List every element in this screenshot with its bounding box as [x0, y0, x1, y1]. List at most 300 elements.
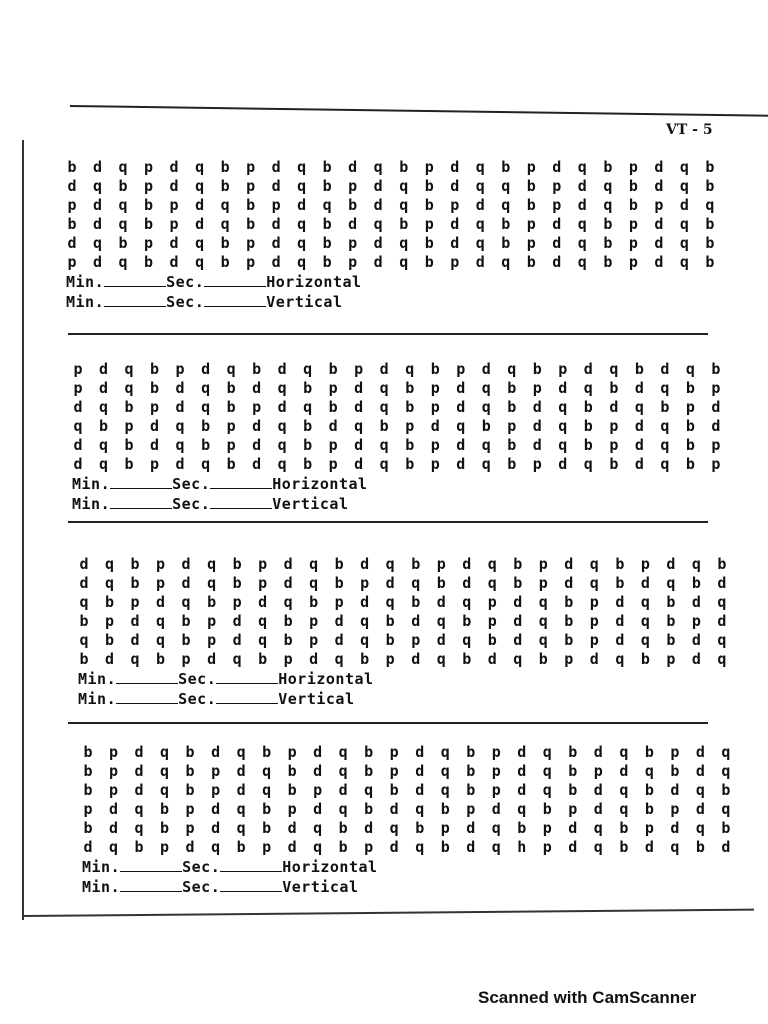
letter: d	[466, 838, 476, 856]
sec-label: Sec.	[166, 273, 205, 291]
min-blank[interactable]	[120, 859, 182, 872]
letter: q	[666, 574, 676, 592]
letter: b	[619, 819, 629, 837]
letter: p	[589, 593, 599, 611]
letter: d	[517, 781, 527, 799]
letter: p	[711, 436, 721, 454]
letter: b	[360, 650, 370, 668]
letter: b	[424, 177, 434, 195]
letter: q	[338, 800, 348, 818]
letter: b	[124, 436, 134, 454]
letter: q	[385, 593, 395, 611]
letter: q	[593, 819, 603, 837]
vertical-label: Vertical	[282, 878, 359, 896]
letter: d	[640, 574, 650, 592]
letter: q	[160, 743, 170, 761]
letter: d	[532, 398, 542, 416]
letter: p	[105, 612, 115, 630]
letter: d	[552, 215, 562, 233]
letter: b	[201, 417, 211, 435]
vertical-label: Vertical	[272, 495, 349, 513]
letter-row	[82, 838, 732, 857]
letter: b	[185, 781, 195, 799]
letter-row	[82, 781, 732, 800]
letter: q	[542, 781, 552, 799]
letter: d	[670, 781, 680, 799]
letter: d	[450, 215, 460, 233]
letter: b	[691, 574, 701, 592]
letter: p	[360, 574, 370, 592]
letter: b	[405, 455, 415, 473]
letter: q	[207, 574, 217, 592]
letter: q	[415, 800, 425, 818]
min-blank[interactable]	[104, 274, 166, 287]
letter: q	[411, 574, 421, 592]
letter: p	[185, 800, 195, 818]
letter: d	[232, 612, 242, 630]
letter: b	[83, 781, 93, 799]
letter: p	[258, 555, 268, 573]
letter: q	[277, 436, 287, 454]
letter: p	[169, 196, 179, 214]
letter: q	[99, 436, 109, 454]
letter: p	[424, 215, 434, 233]
letter: d	[513, 593, 523, 611]
letter: p	[628, 215, 638, 233]
letter: q	[717, 593, 727, 611]
letter: b	[226, 455, 236, 473]
letter: b	[721, 819, 731, 837]
letter: d	[348, 158, 358, 176]
letter: b	[118, 234, 128, 252]
letter: b	[705, 177, 715, 195]
letter: p	[175, 360, 185, 378]
letter: q	[262, 781, 272, 799]
letter-block-4	[82, 743, 732, 897]
letter: b	[615, 555, 625, 573]
letter: q	[201, 398, 211, 416]
letter: d	[475, 253, 485, 271]
min-blank[interactable]	[116, 691, 178, 704]
letter: b	[246, 215, 256, 233]
letter: q	[481, 455, 491, 473]
sec-blank[interactable]	[216, 691, 278, 704]
letter: b	[526, 196, 536, 214]
letter: q	[303, 398, 313, 416]
letter: d	[634, 417, 644, 435]
page-edge-bottom	[22, 909, 754, 917]
letter: q	[334, 650, 344, 668]
min-label: Min.	[82, 858, 121, 876]
letter: p	[73, 379, 83, 397]
letter: d	[207, 650, 217, 668]
letter: b	[79, 650, 89, 668]
sec-label: Sec.	[172, 475, 211, 493]
letter: b	[144, 196, 154, 214]
sec-label: Sec.	[166, 293, 205, 311]
letter: p	[691, 612, 701, 630]
letter: b	[487, 631, 497, 649]
min-blank[interactable]	[110, 496, 172, 509]
letter: b	[124, 398, 134, 416]
letter: b	[628, 177, 638, 195]
letter: p	[538, 574, 548, 592]
divider-3	[68, 722, 708, 724]
letter: b	[283, 631, 293, 649]
letter: q	[156, 631, 166, 649]
letter: q	[481, 398, 491, 416]
letter: b	[236, 838, 246, 856]
timer-line-vertical	[66, 292, 716, 312]
letter: q	[201, 379, 211, 397]
letter: d	[67, 177, 77, 195]
letter-row	[78, 631, 728, 650]
letter: b	[644, 743, 654, 761]
letter: b	[564, 593, 574, 611]
sec-blank[interactable]	[210, 476, 272, 489]
letter: q	[99, 398, 109, 416]
min-blank[interactable]	[104, 294, 166, 307]
letter: q	[93, 177, 103, 195]
letter: b	[501, 158, 511, 176]
letter: q	[501, 177, 511, 195]
letter: p	[144, 158, 154, 176]
letter: b	[583, 398, 593, 416]
letter: d	[79, 555, 89, 573]
letter: q	[717, 650, 727, 668]
letter: d	[211, 800, 221, 818]
letter: d	[109, 819, 119, 837]
letter: d	[169, 253, 179, 271]
letter: b	[501, 215, 511, 233]
timer-line-vertical	[72, 494, 722, 514]
letter: b	[564, 612, 574, 630]
letter: q	[399, 234, 409, 252]
letter: p	[354, 360, 364, 378]
letter: p	[150, 398, 160, 416]
letter: d	[568, 838, 578, 856]
letter: p	[144, 234, 154, 252]
letter: q	[277, 455, 287, 473]
letter: d	[589, 650, 599, 668]
letter: b	[79, 612, 89, 630]
letter: b	[144, 215, 154, 233]
letter: b	[185, 762, 195, 780]
letter: q	[364, 781, 374, 799]
letter: b	[564, 631, 574, 649]
letter: q	[513, 650, 523, 668]
letter: q	[405, 360, 415, 378]
letter: d	[721, 838, 731, 856]
letter: b	[385, 612, 395, 630]
letter: d	[593, 743, 603, 761]
letter: d	[619, 762, 629, 780]
letter: p	[73, 360, 83, 378]
letter: q	[79, 593, 89, 611]
letter: q	[379, 398, 389, 416]
letter: q	[462, 593, 472, 611]
letter: b	[99, 417, 109, 435]
letter: b	[348, 196, 358, 214]
letter: d	[185, 838, 195, 856]
letter: p	[328, 455, 338, 473]
letter: b	[644, 800, 654, 818]
min-label: Min.	[66, 273, 105, 291]
letter: q	[679, 158, 689, 176]
timer-line-vertical	[78, 689, 728, 709]
letter-row	[66, 196, 716, 215]
letter: q	[462, 631, 472, 649]
letter: q	[118, 158, 128, 176]
letter: q	[507, 360, 517, 378]
letter: b	[385, 631, 395, 649]
letter: d	[271, 215, 281, 233]
letter: b	[685, 379, 695, 397]
letter: d	[373, 196, 383, 214]
min-blank[interactable]	[110, 476, 172, 489]
letter: p	[160, 838, 170, 856]
sec-blank[interactable]	[220, 879, 282, 892]
letter: q	[160, 762, 170, 780]
letter: b	[220, 234, 230, 252]
letter: b	[287, 762, 297, 780]
letter: q	[201, 455, 211, 473]
letter: b	[405, 398, 415, 416]
letter: d	[99, 379, 109, 397]
letter: d	[236, 781, 246, 799]
sec-blank[interactable]	[204, 294, 266, 307]
letter: q	[309, 555, 319, 573]
letter: p	[83, 800, 93, 818]
letter: d	[252, 455, 262, 473]
letter: d	[130, 631, 140, 649]
letter: b	[67, 215, 77, 233]
letter: d	[691, 650, 701, 668]
min-blank[interactable]	[120, 879, 182, 892]
letter: d	[577, 196, 587, 214]
letter: q	[389, 819, 399, 837]
letter: q	[93, 234, 103, 252]
letter: b	[666, 631, 676, 649]
letter: b	[185, 743, 195, 761]
letter: q	[475, 215, 485, 233]
letter: p	[628, 234, 638, 252]
letter: d	[593, 781, 603, 799]
letter: q	[721, 743, 731, 761]
sec-blank[interactable]	[220, 859, 282, 872]
letter: b	[717, 555, 727, 573]
letter: b	[517, 819, 527, 837]
letter: q	[491, 838, 501, 856]
letter: b	[609, 379, 619, 397]
letter: b	[415, 819, 425, 837]
letter: q	[577, 253, 587, 271]
letter-block-3	[78, 555, 728, 709]
letter: b	[181, 631, 191, 649]
letter: b	[338, 819, 348, 837]
letter-row	[66, 253, 716, 272]
letter: q	[691, 555, 701, 573]
letter: d	[297, 196, 307, 214]
letter: d	[211, 743, 221, 761]
letter: b	[568, 762, 578, 780]
letter: d	[348, 215, 358, 233]
letter: p	[666, 650, 676, 668]
letter: d	[491, 800, 501, 818]
page-edge-left	[22, 140, 24, 920]
sec-blank[interactable]	[204, 274, 266, 287]
letter: d	[134, 743, 144, 761]
letter: q	[297, 234, 307, 252]
letter: b	[424, 196, 434, 214]
letter: q	[156, 612, 166, 630]
letter: b	[513, 555, 523, 573]
letter: b	[609, 455, 619, 473]
letter: d	[73, 455, 83, 473]
letter: q	[220, 196, 230, 214]
letter: b	[232, 574, 242, 592]
letter: p	[246, 158, 256, 176]
letter: d	[583, 360, 593, 378]
sec-label: Sec.	[178, 690, 217, 708]
sec-blank[interactable]	[216, 671, 278, 684]
letter: q	[415, 838, 425, 856]
letter: d	[181, 574, 191, 592]
letter: p	[628, 158, 638, 176]
letter: b	[526, 177, 536, 195]
letter: q	[640, 612, 650, 630]
letter-row	[72, 436, 722, 455]
letter: b	[226, 398, 236, 416]
letter: b	[262, 819, 272, 837]
letter: q	[583, 455, 593, 473]
letter: b	[328, 398, 338, 416]
sec-label: Sec.	[172, 495, 211, 513]
letter: d	[271, 158, 281, 176]
letter: d	[466, 819, 476, 837]
letter: q	[297, 177, 307, 195]
letter: p	[389, 743, 399, 761]
letter: q	[475, 234, 485, 252]
letter: d	[552, 234, 562, 252]
letter: b	[334, 574, 344, 592]
letter: p	[232, 593, 242, 611]
letter: q	[134, 800, 144, 818]
letter: d	[150, 417, 160, 435]
min-label: Min.	[72, 495, 111, 513]
letter: b	[705, 215, 715, 233]
letter: b	[283, 612, 293, 630]
letter: q	[124, 360, 134, 378]
letter: d	[338, 781, 348, 799]
letter: q	[195, 234, 205, 252]
letter: d	[313, 800, 323, 818]
letter: b	[466, 781, 476, 799]
letter: b	[705, 253, 715, 271]
letter: d	[354, 379, 364, 397]
letter: d	[252, 379, 262, 397]
letter: b	[150, 379, 160, 397]
letter: b	[568, 781, 578, 799]
sec-label: Sec.	[178, 670, 217, 688]
letter: d	[634, 436, 644, 454]
letter: p	[67, 196, 77, 214]
letter: d	[313, 743, 323, 761]
timer-line-horizontal	[72, 474, 722, 494]
letter: d	[695, 743, 705, 761]
letter: d	[195, 196, 205, 214]
letter: d	[354, 398, 364, 416]
letter: q	[303, 360, 313, 378]
letter: d	[379, 360, 389, 378]
letter: q	[322, 196, 332, 214]
letter: d	[195, 215, 205, 233]
letter: b	[532, 360, 542, 378]
letter: q	[195, 253, 205, 271]
letter-block-2	[72, 360, 722, 514]
letter: d	[487, 650, 497, 668]
letter: q	[313, 819, 323, 837]
letter: d	[691, 593, 701, 611]
letter: d	[175, 398, 185, 416]
letter-row	[82, 819, 732, 838]
letter: b	[685, 417, 695, 435]
letter: q	[160, 781, 170, 799]
letter: q	[619, 800, 629, 818]
letter: d	[450, 177, 460, 195]
letter: b	[399, 158, 409, 176]
letter: d	[373, 253, 383, 271]
letter: q	[640, 631, 650, 649]
letter: b	[258, 650, 268, 668]
sec-blank[interactable]	[210, 496, 272, 509]
letter: p	[526, 234, 536, 252]
letter: b	[411, 555, 421, 573]
letter: p	[67, 253, 77, 271]
letter: d	[415, 743, 425, 761]
letter: p	[450, 253, 460, 271]
letter: d	[679, 196, 689, 214]
letter: p	[130, 593, 140, 611]
horizontal-label: Horizontal	[266, 273, 362, 291]
letter: p	[589, 631, 599, 649]
min-blank[interactable]	[116, 671, 178, 684]
letter: p	[364, 838, 374, 856]
letter: p	[456, 360, 466, 378]
letter: q	[379, 455, 389, 473]
letter: b	[440, 800, 450, 818]
letter: b	[232, 555, 242, 573]
letter: d	[156, 593, 166, 611]
letter: q	[134, 819, 144, 837]
page-code: VT - 5	[666, 122, 713, 138]
letter: q	[379, 379, 389, 397]
letter: q	[258, 631, 268, 649]
letter: q	[481, 379, 491, 397]
letter: b	[436, 574, 446, 592]
letter: b	[246, 196, 256, 214]
min-label: Min.	[72, 475, 111, 493]
letter: b	[660, 398, 670, 416]
letter: q	[589, 574, 599, 592]
letter: d	[450, 234, 460, 252]
letter: p	[609, 436, 619, 454]
letter-row	[78, 593, 728, 612]
letter: d	[532, 436, 542, 454]
letter: d	[169, 234, 179, 252]
letter: b	[287, 781, 297, 799]
letter: d	[456, 455, 466, 473]
